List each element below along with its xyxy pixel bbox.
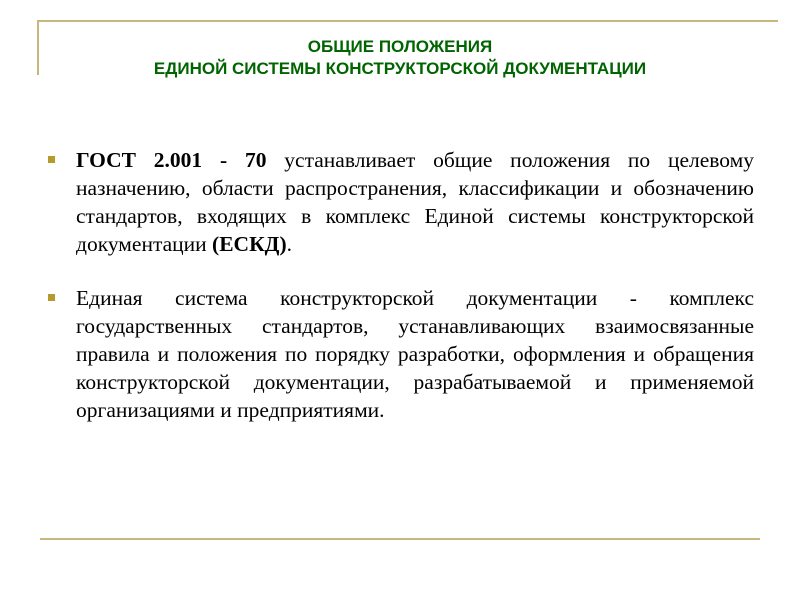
definition-text: Единая система конструкторской документации - комплекс государственных стандартов, устанавливающих взаимосвязанные правила и положения по порядку разработки, оформления и обращения конструкторской документации, разрабатываемой и применяемой организациями и предприятиями. [76,286,754,422]
slide-title [40,36,760,80]
eskd-abbreviation: (ЕСКД) [212,232,287,256]
frame-left-line [37,20,39,75]
frame-bottom-line [40,538,760,540]
bullet-item-gost [46,146,754,258]
title-line-1: ОБЩИЕ ПОЛОЖЕНИЯ [307,37,493,56]
frame-top-line [37,20,778,22]
square-bullet-icon [48,156,55,163]
gost-number: ГОСТ 2.001 - 70 [76,148,267,172]
bullet-list [46,146,754,450]
bullet-item-definition [46,284,754,424]
bullet-text [76,146,754,258]
sentence-end: . [286,232,292,256]
gost-description: устанавливает общие положения по целевому назначению, области распространения, классификации и обозначению стандартов, входящих в комплекс Единой системы конструкторской документации [76,148,755,256]
square-bullet-icon [48,294,55,301]
title-line-2: ЕДИНОЙ СИСТЕМЫ КОНСТРУКТОРСКОЙ ДОКУМЕНТАЦИИ [153,59,647,78]
